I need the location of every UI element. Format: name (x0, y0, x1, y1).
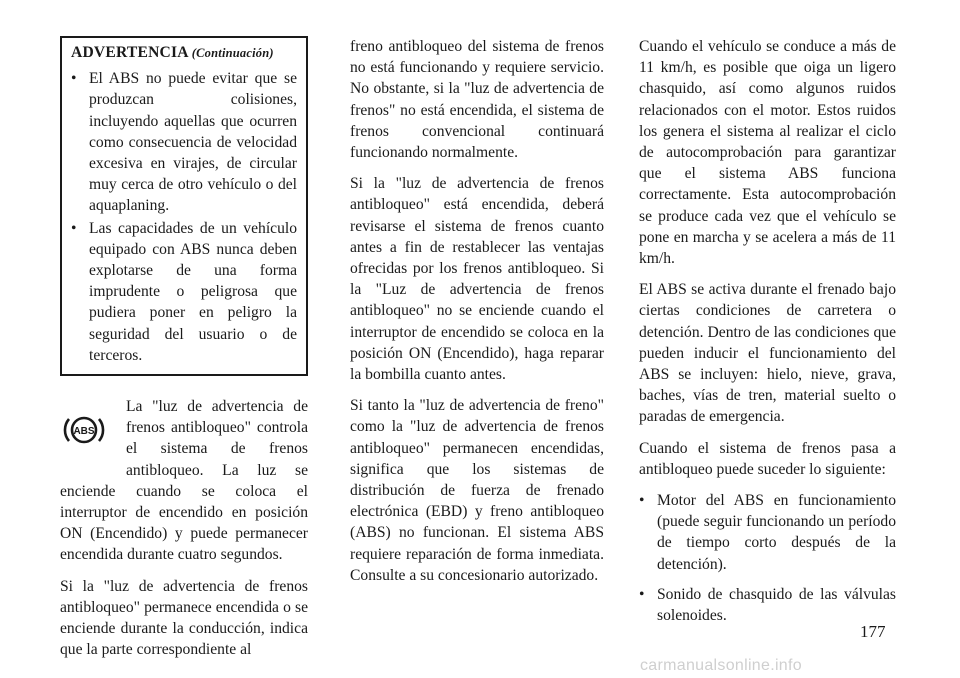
column2-paragraph-1: freno antibloqueo del sistema de frenos no está funcionando y requiere servicio. No obstante, si la "luz de advertencia de frenos" no está encendida, el sistema de frenos convencional continuará funcionando normalmente. (350, 38, 604, 162)
column3-paragraph-2: El ABS se activa durante el frenado bajo ciertas condiciones de carretera o detención. Dentro de las condiciones que pueden inducir el funcionamiento del ABS se incluyen: hielo, nieve, grava, baches, vías de tren, material suelto o paradas de emergencia. (639, 281, 896, 426)
warning-bullet-list (71, 68, 297, 366)
warning-box (60, 36, 308, 376)
abs-icon-label: ABS (73, 426, 95, 438)
column-3 (639, 36, 896, 627)
abs-effect-bullet-item (639, 490, 896, 575)
bullet-icon: • (71, 70, 77, 88)
column3-paragraph-1: Cuando el vehículo se conduce a más de 11 km/h, es posible que oiga un ligero chasquido, así como algunos ruidos relacionados con el motor. Estos ruidos los genera el sistema al realizar el ciclo de autocomprobación para garantizar que el sistema ABS funciona correctamente. Esta autocomprobación se produce cada vez que el vehículo se pone en marcha y se acelera a más de 11 km/h. (639, 38, 896, 268)
warning-heading (71, 42, 297, 64)
page-number: 177 (860, 622, 886, 641)
warning-bullet-item (71, 68, 297, 216)
warning-bullet-text: El ABS no puede evitar que se produzcan colisiones, incluyendo aquellas que ocurren como consecuencia de velocidad excesiva en virajes, de circular muy cerca de otro vehículo o del aquaplaning. (89, 70, 297, 215)
warning-continuation: (Continuación) (191, 46, 274, 60)
abs-light-paragraph (60, 396, 308, 566)
abs-effect-text: Sonido de chasquido de las válvulas solenoides. (657, 585, 896, 625)
column-2 (350, 36, 604, 596)
column2-paragraph-3: Si tanto la "luz de advertencia de freno" como la "luz de advertencia de frenos antibloqueo" permanecen encendidas, significa que los sistemas de distribución de fuerza de frenado electrónica (EBD) y freno antibloqueo (ABS) no funcionan. El sistema ABS requiere reparación de forma inmediata. Consulte a su concesionario autorizado. (350, 397, 604, 584)
bullet-icon: • (639, 585, 645, 603)
warning-bullet-item (71, 218, 297, 366)
column2-paragraph-2: Si la "luz de advertencia de frenos antibloqueo" está encendida, deberá revisarse el sistema de frenos cuanto antes a fin de restablecer las ventajas ofrecidas por los frenos antibloqueo. Si la "Luz de advertencia de frenos antibloqueo" no se enciende cuando el interruptor de encendido se coloca en la posición ON (Encendido), haga reparar la bombilla cuanto antes. (350, 175, 604, 384)
abs-effects-bullet-list (639, 490, 896, 626)
column3-paragraph-3: Cuando el sistema de frenos pasa a antibloqueo puede suceder lo siguiente: (639, 439, 896, 478)
bullet-icon: • (71, 219, 77, 237)
abs-light-text: La "luz de advertencia de frenos antibloqueo" controla el sistema de frenos antibloqueo. La luz se enciende cuando se coloca el interruptor de encendido en posición ON (Encendido) y puede permanecer encendida durante cuatro segundos. (60, 398, 308, 564)
abs-warning-light-icon (60, 396, 120, 462)
watermark-text: carmanualsonline.info (640, 657, 802, 674)
warning-bullet-text: Las capacidades de un vehículo equipado con ABS nunca deben explotarse de una forma imprudente o peligrosa que pudiera poner en peligro la seguridad del usuario o de terceros. (89, 219, 297, 364)
warning-title: ADVERTENCIA (71, 44, 189, 61)
abs-effect-bullet-item (639, 584, 896, 626)
column-1 (60, 36, 308, 670)
abs-effect-text: Motor del ABS en funcionamiento (puede seguir funcionando un período de tiempo corto después de la detención). (657, 492, 896, 573)
column1-paragraph-2: Si la "luz de advertencia de frenos antibloqueo" permanece encendida o se enciende durante la conducción, indica que la parte correspondiente al (60, 577, 308, 659)
bullet-icon: • (639, 492, 645, 510)
